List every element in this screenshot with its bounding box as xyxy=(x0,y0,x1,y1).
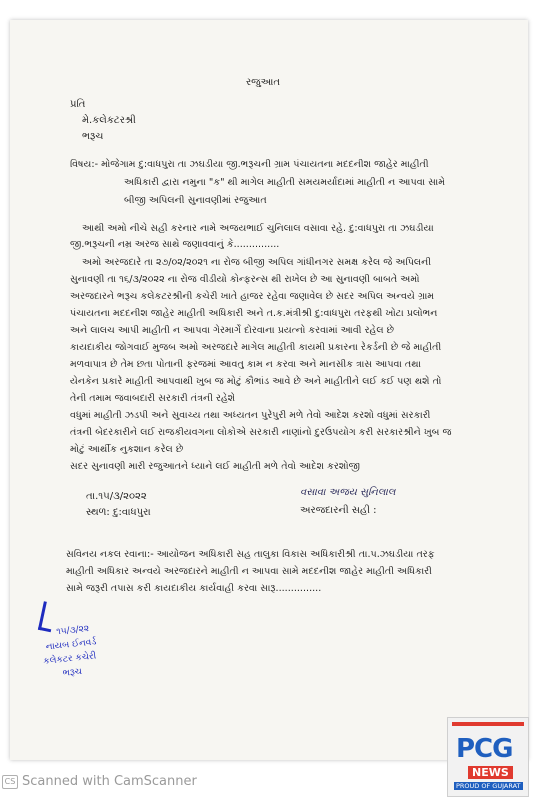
logo-name: PCG xyxy=(456,734,513,764)
applicant-signature: વસાવા અજય સુનિલાલ xyxy=(300,487,396,498)
signature-caption: અરજદારની સહી : xyxy=(300,505,377,516)
body-line-4: પંચાયતના મદદનીશ જાહેર માહીતી અધિકારી અને ત.ક.મંત્રીશ્રી દુ:વાધપુરા તરફથી ખોટા પ્રલોભન xyxy=(70,308,438,319)
intro-line-1: આથી અમો નીચે સહી કરનાર નામે અજયભાઈ ચુનિલાલ વસાવા રહે. દુ:વાધપુરા તા ઝઘડીયા xyxy=(82,223,434,234)
inward-stamp xyxy=(34,601,126,691)
document-title: રજુઆત xyxy=(246,77,280,88)
body-line-2: સુનાવણી તા ૧૬/૩/૨૦૨૨ ના રોજ વીડીયો કોન્ફરન્સ થી રાખેલ છે આ સુનાવણી બાબતે અમો xyxy=(70,274,420,285)
body-line-12: મોટું આર્થીક નુકશાન કરેલ છે xyxy=(70,444,184,455)
recipient-prefix: પ્રતિ xyxy=(70,99,86,110)
copy-line-1: સવિનય નકલ રવાના:- આયોજન અધિકારી સહ તાલુકા વિકાસ અધિકારીશ્રી તા.પ.ઝઘડીયા તરફ xyxy=(66,549,435,560)
body-line-11: તંત્રની બેદરકારીને લઈ રાજકીયવગના લોકોએ સરકારી નાણાંનો દુરઉપયોગ કરી સરકારશ્રીને ખુબ જ xyxy=(70,427,452,438)
intro-line-2: જી.ભરૂચની નમ્ર અરજ સાથે જણાવવાનું કે............... xyxy=(70,239,280,250)
body-line-8: યેનકેન પ્રકારે માહીતી આપવાથી ખુબ જ મોટું કૌભાંડ આવે છે અને માહીતીને લઈ કઈ પણ થશે તો xyxy=(70,376,442,387)
letter-place: સ્થળ: દુ:વાધપુરા xyxy=(86,507,151,518)
body-line-3: અરજદારને ભરૂચ કલેકટરશ્રીની કચેરી ખાતે હાજર રહેવા જણાવેલ છે સદર અપિલ અન્વયે ગ્રામ xyxy=(70,291,435,302)
subject-line-1: વિષય:- મોજેગામ દુ:વાધપુરા તા ઝઘડીયા જી.ભરૂચની ગ્રામ પંચાયતના મદદનીશ જાહેર માહીતી xyxy=(70,159,429,170)
body-line-5: અને લાલચ આપી માહીતી ન આપવા ગેરમાર્ગે દોરવાના પ્રયત્નો કરવામાં આવી રહેલ છે xyxy=(70,325,395,336)
body-line-10: વધુમાં માહીતી ઝડપી અને સુવાચ્ય તથા અધ્યતન પુરેપુરી મળે તેવો આદેશ કરશો વધુમાં સરકારી xyxy=(70,410,431,421)
body-line-13: સદર સુનાવણી મારી રજુઆતને ધ્યાને લઈ માહીતી મળે તેવો આદેશ કરશોજી xyxy=(70,461,360,472)
recipient-place: ભરૂચ xyxy=(82,131,104,142)
body-line-7: મળવાપાત્ર છે તેમ છતા પોતાની ફરજમાં આવતુ કામ ન કરવા અને માનસીક ત્રાસ આપવા તથા xyxy=(70,359,421,370)
watermark-text: Scanned with CamScanner xyxy=(22,774,197,789)
body-line-1: અમો અરજદારે તા ૨૭/૦૨/૨૦૨૧ ના રોજ બીજી અપિલ ગાંધીનગર સમક્ષ કરેલ જે અપિલની xyxy=(82,257,432,268)
body-line-6: કાયદાકીય જોગવાઈ મુજબ અમો અરજદારે માગેલ માહીતી કાયમી પ્રકારના રેકર્ડની છે જે માહીતી xyxy=(70,342,442,353)
pcg-news-logo xyxy=(447,717,529,797)
letter-date: તા.૧૫/૩/૨૦૨૨ xyxy=(86,491,147,502)
camscanner-icon: CS xyxy=(2,775,18,789)
copy-line-3: સામે જરૂરી તપાસ કરી કાયદાકીય કાર્યવાહી કરવા સારૂ............... xyxy=(66,583,322,594)
subject-line-2: અધિકારી દ્વારા નમુના "ક" થી માગેલ માહીતી સમયમર્યાદામાં માહીતી ન આપવા સામે xyxy=(124,177,445,188)
body-line-9: તેની તમામ જવાબદારી સરકારી તંત્રની રહેશે xyxy=(70,393,236,404)
subject-line-3: બીજી અપિલની સુનાવણીમાં રજુઆત xyxy=(124,195,267,206)
logo-accent-bar xyxy=(452,722,524,726)
camscanner-watermark xyxy=(2,774,197,792)
copy-line-2: માહીતી અધિકાર અન્વયે અરજદારને માહીતી ન આપવા સામે મદદનીશ જાહેર માહીતી અધિકારી xyxy=(66,566,432,577)
stamp-place: ભરૂચ xyxy=(62,666,83,679)
stamp-collector: કલેકટર કચેરી xyxy=(42,651,97,667)
logo-sub: NEWS xyxy=(468,766,513,779)
logo-tagline: PROUD OF GUJARAT xyxy=(456,782,521,790)
recipient-name: મે.કલેકટરશ્રી xyxy=(82,115,136,126)
stamp-office: નાયબ ઈનવર્ડ xyxy=(45,637,97,653)
stamp-date: ૧૫/૩/૨૨ xyxy=(55,623,90,638)
